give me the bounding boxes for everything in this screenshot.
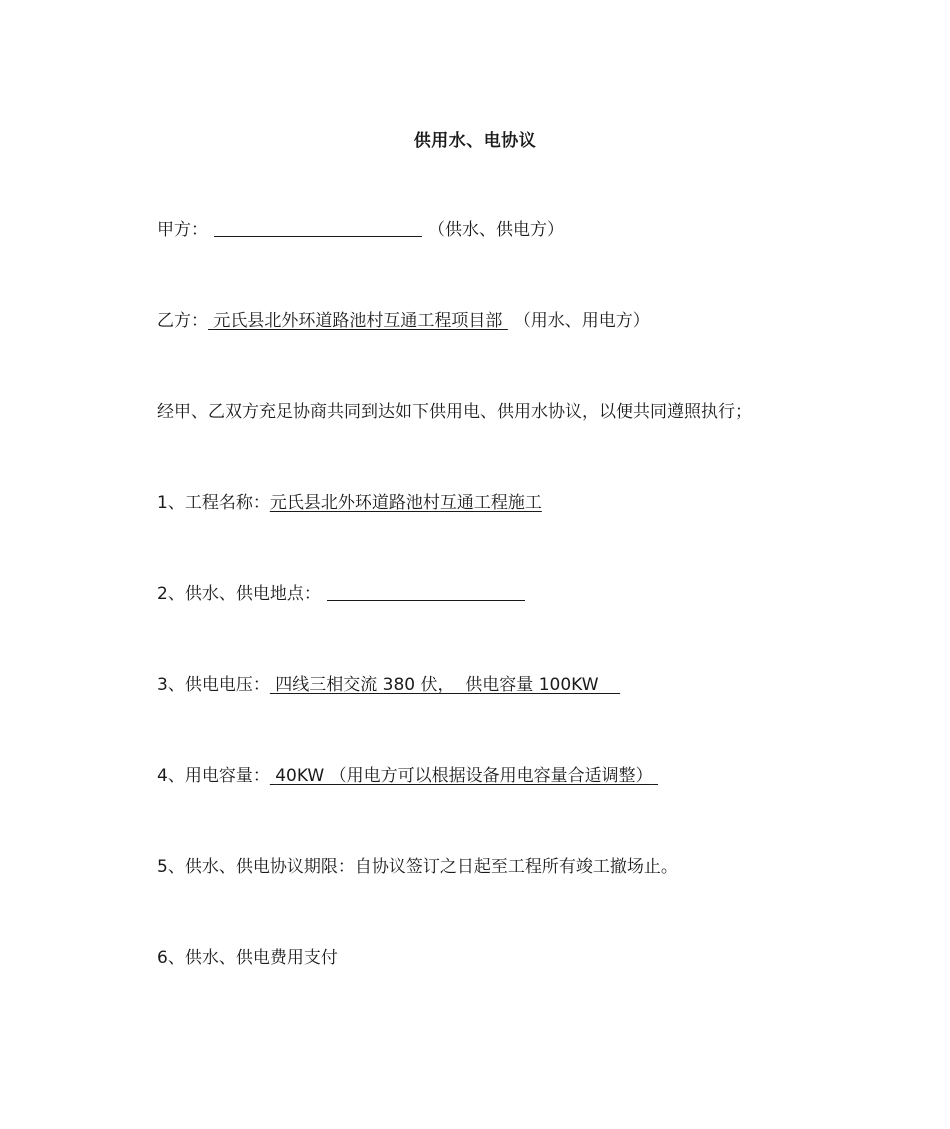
item-2-blank[interactable]: [327, 582, 525, 601]
party-b-line: [157, 309, 650, 333]
item-3: [157, 673, 620, 697]
item-2: [157, 582, 525, 606]
intro-paragraph: 经甲、乙双方充足协商共同到达如下供用电、供用水协议，以便共同遵照执行；: [157, 402, 752, 422]
party-b-role: （用水、用电方）: [513, 311, 650, 331]
item-5: [157, 855, 678, 879]
item-6: [157, 946, 338, 970]
item-3-label: 3、供电电压：: [157, 675, 270, 695]
party-b-value: 元氏县北外环道路池村互通工程项目部: [213, 311, 503, 331]
item-1-label: 1、工程名称：: [157, 493, 270, 513]
item-4: [157, 764, 658, 788]
item-4-underline: [270, 766, 658, 786]
item-1-value: 元氏县北外环道路池村互通工程施工: [269, 493, 542, 513]
item-5-value: 自协议签订之日起至工程所有竣工撤场止。: [354, 857, 678, 877]
item-4-label: 4、用电容量：: [157, 766, 270, 786]
item-1: [157, 491, 542, 515]
item-4-value: 40KW （用电方可以根据设备用电容量合适调整）: [275, 766, 653, 786]
item-3-underline: [270, 675, 620, 695]
item-2-label: 2、供水、供电地点：: [157, 584, 321, 604]
party-a-label: 甲方：: [157, 220, 208, 240]
party-a-role: （供水、供电方）: [428, 220, 564, 240]
party-b-underline: [208, 311, 508, 331]
party-a-line: [157, 218, 564, 242]
item-5-label: 5、供水、供电协议期限：: [157, 857, 355, 877]
item-3-value: 四线三相交流 380 伏， 供电容量 100KW: [275, 675, 599, 695]
party-a-blank[interactable]: [214, 218, 422, 237]
item-6-label: 6、供水、供电费用支付: [157, 948, 338, 968]
document-title: 供用水、电协议: [413, 131, 537, 151]
party-b-label: 乙方：: [157, 311, 208, 331]
